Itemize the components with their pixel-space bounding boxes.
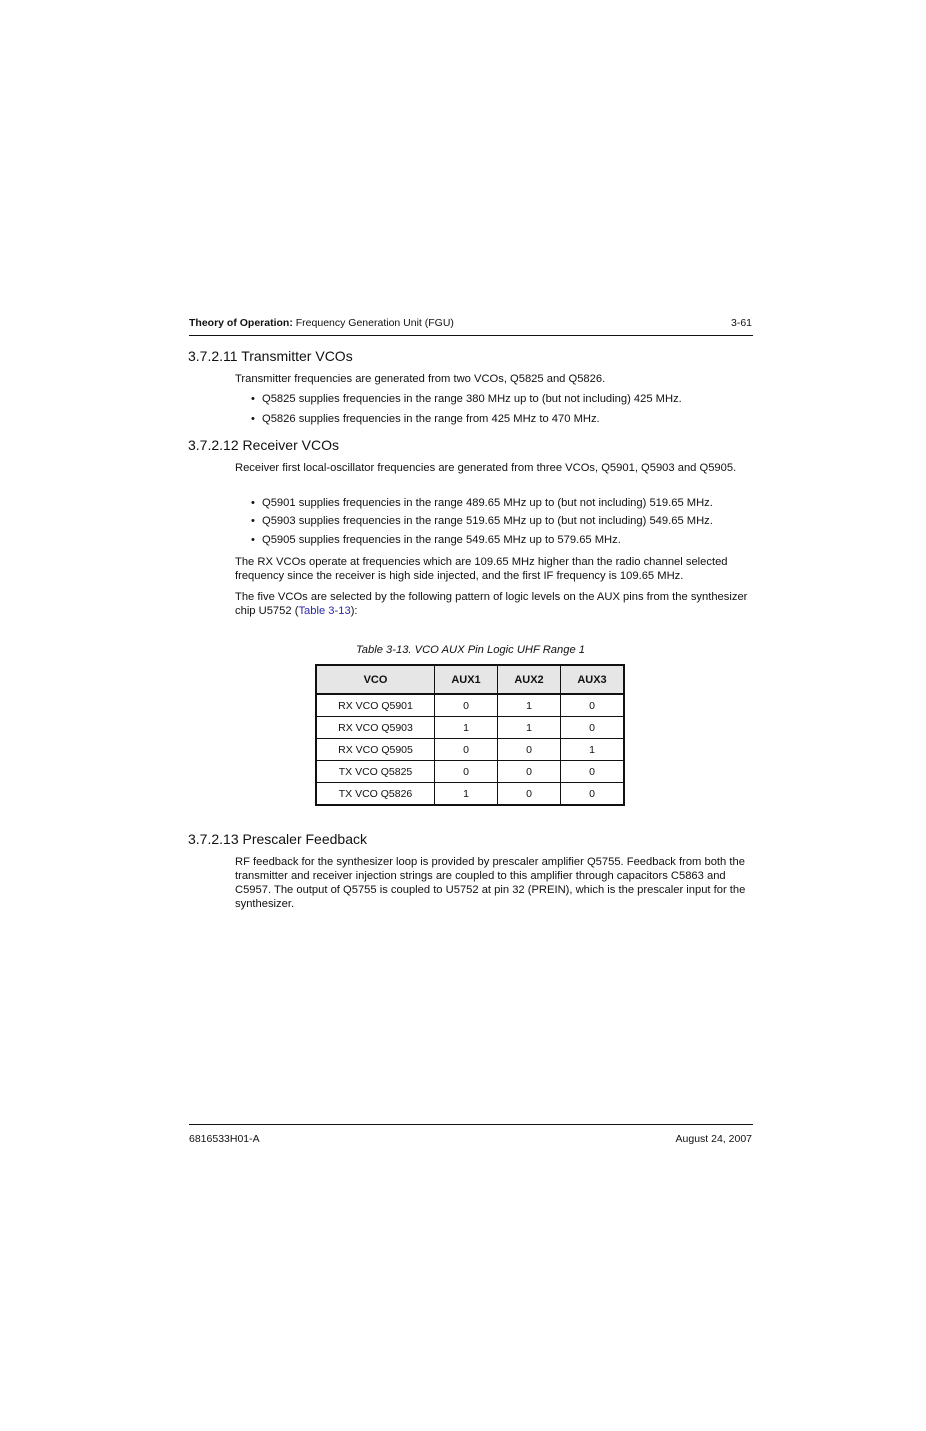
footer-rule xyxy=(189,1124,753,1125)
bullet-dot: • xyxy=(251,393,255,405)
table-row xyxy=(316,783,624,806)
table-header-row xyxy=(316,665,624,694)
vco-aux-table xyxy=(315,664,625,806)
section-title-prescaler: 3.7.2.13 Prescaler Feedback xyxy=(188,831,367,847)
running-footer xyxy=(189,1132,752,1146)
section-title-rx-vcos: 3.7.2.12 Receiver VCOs xyxy=(188,437,339,453)
table-cell: RX VCO Q5901 xyxy=(316,694,435,717)
header-rule xyxy=(189,335,753,336)
table-cell: 1 xyxy=(498,717,561,739)
table-cell: 1 xyxy=(435,717,498,739)
rx-vcos-paragraph-2 xyxy=(235,590,753,618)
bullet-dot: • xyxy=(251,515,255,527)
table-cell: 0 xyxy=(435,739,498,761)
tx-bullet-2-text: Q5826 supplies frequencies in the range from 425 MHz to 470 MHz. xyxy=(262,413,600,425)
prescaler-paragraph: RF feedback for the synthesizer loop is provided by prescaler amplifier Q5755. Feedback from both the transmitter and receiver injection strings are coupled to this amplifier through capacitors C5863 and C5957. The output of Q5755 is coupled to U5752 at pin 32 (PREIN), which is the prescaler input for the synthesizer. xyxy=(235,856,746,910)
table-caption: Table 3-13. VCO AUX Pin Logic UHF Range 1 xyxy=(355,644,586,656)
table-cell: 0 xyxy=(498,783,561,806)
rx-vcos-paragraph-2-text: The five VCOs are selected by the following pattern of logic levels on the AUX pins from the synthesizer chip U5752 ( xyxy=(235,591,748,617)
rx-vcos-intro: Receiver first local-oscillator frequencies are generated from three VCOs, Q5901, Q5903 and Q5905. xyxy=(235,462,737,474)
table-cell: RX VCO Q5903 xyxy=(316,717,435,739)
table-cell: TX VCO Q5826 xyxy=(316,783,435,806)
table-cell: 1 xyxy=(498,694,561,717)
rx-bullet-3-text: Q5905 supplies frequencies in the range 549.65 MHz up to 579.65 MHz. xyxy=(262,534,621,546)
bullet-dot: • xyxy=(251,497,255,509)
running-header xyxy=(189,316,752,330)
table-cell: 0 xyxy=(561,761,625,783)
table-row xyxy=(316,717,624,739)
table-header-cell: AUX2 xyxy=(498,665,561,694)
table-cell: 0 xyxy=(561,694,625,717)
header-section-label: Theory of Operation: xyxy=(189,317,293,329)
table-header-cell: VCO xyxy=(316,665,435,694)
table-header-cell: AUX3 xyxy=(561,665,625,694)
table-cell: 0 xyxy=(498,761,561,783)
rx-bullet-2 xyxy=(251,514,753,528)
table-cell: 1 xyxy=(435,783,498,806)
tx-vcos-intro: Transmitter frequencies are generated from two VCOs, Q5825 and Q5826. xyxy=(235,373,606,385)
table-cell: 1 xyxy=(561,739,625,761)
tx-bullet-2 xyxy=(251,412,753,426)
rx-bullet-1 xyxy=(251,496,753,510)
tx-bullet-1 xyxy=(251,392,753,406)
rx-vcos-paragraph-1: The RX VCOs operate at frequencies which are 109.65 MHz higher than the radio channel selected frequency since the receiver is high side injected, and the first IF frequency is 109.65 MHz. xyxy=(235,556,728,582)
tx-bullet-1-text: Q5825 supplies frequencies in the range 380 MHz up to (but not including) 425 MHz. xyxy=(262,393,682,405)
bullet-dot: • xyxy=(251,534,255,546)
footer-date: August 24, 2007 xyxy=(675,1133,752,1145)
rx-bullet-3 xyxy=(251,533,753,547)
rx-bullet-2-text: Q5903 supplies frequencies in the range 519.65 MHz up to (but not including) 549.65 MHz. xyxy=(262,515,713,527)
header-page-number: 3-61 xyxy=(730,317,752,329)
header-section-name: Frequency Generation Unit (FGU) xyxy=(295,317,454,329)
table-cell: 0 xyxy=(498,739,561,761)
table-cell: 0 xyxy=(435,761,498,783)
rx-bullet-1-text: Q5901 supplies frequencies in the range 489.65 MHz up to (but not including) 519.65 MHz. xyxy=(262,497,713,509)
table-cell: 0 xyxy=(435,694,498,717)
table-cell: 0 xyxy=(561,783,625,806)
table-row xyxy=(316,694,624,717)
table-row xyxy=(316,761,624,783)
footer-doc-number: 6816533H01-A xyxy=(189,1133,260,1145)
section-title-tx-vcos: 3.7.2.11 Transmitter VCOs xyxy=(188,348,353,364)
table-cell: 0 xyxy=(561,717,625,739)
table-row xyxy=(316,739,624,761)
table-header-cell: AUX1 xyxy=(435,665,498,694)
table-cell: TX VCO Q5825 xyxy=(316,761,435,783)
table-cell: RX VCO Q5905 xyxy=(316,739,435,761)
rx-vcos-paragraph-2-end: ): xyxy=(350,605,358,617)
bullet-dot: • xyxy=(251,413,255,425)
table-3-13-link[interactable]: Table 3-13 xyxy=(298,605,351,617)
